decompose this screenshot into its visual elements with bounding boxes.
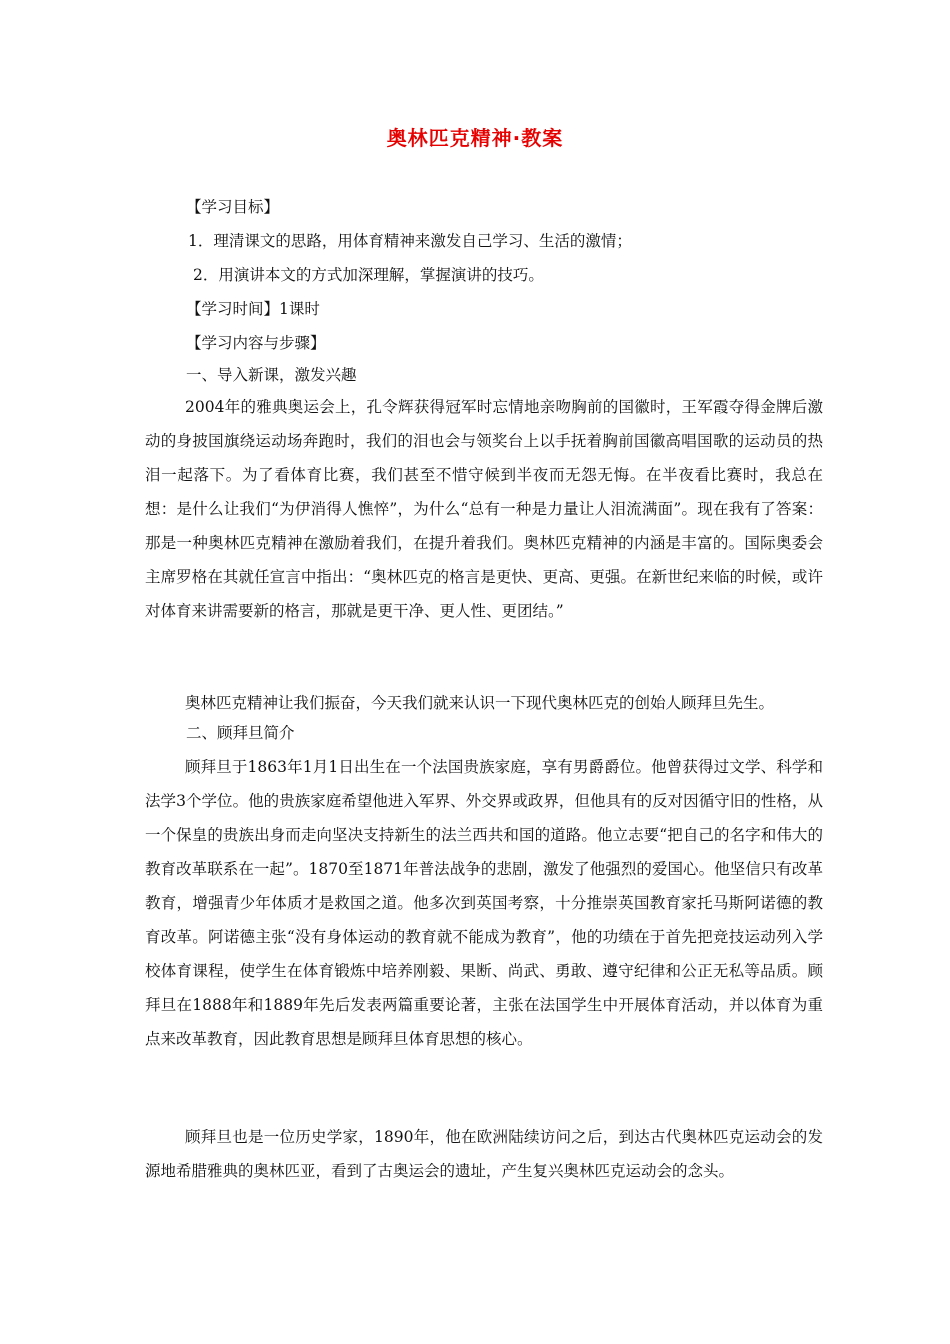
paragraph-historian [145, 1120, 823, 1188]
paragraph-biography [145, 750, 823, 1056]
objectives-heading: 【学习目标】 [186, 198, 280, 216]
study-time: 【学习时间】1课时 [186, 300, 320, 318]
objective-1: 1．理清课文的思路，用体育精神来激发自己学习、生活的激情； [188, 232, 632, 250]
paragraph-biography-text: 顾拜旦于1863年1月1日出生在一个法国贵族家庭，享有男爵爵位。他曾获得过文学、科学和法学3个学位。他的贵族家庭希望他进入军界、外交界或政界，但他具有的反对因循守旧的性格，从一个保皇的贵族出身而走向坚决支持新生的法兰西共和国的道路。他立志要“把自己的名字和伟大的教育改革联系在一起”。1870至1871年普法战争的悲剧，激发了他强烈的爱国心。他坚信只有改革教育，增强青少年体质才是救国之道。他多次到英国考察，十分推崇英国教育家托马斯阿诺德的教育改革。阿诺德主张“没有身体运动的教育就不能成为教育”，他的功绩在于首先把竞技运动列入学校体育课程，使学生在体育锻炼中培养刚毅、果断、尚武、勇敢、遵守纪律和公正无私等品质。顾拜旦在1888年和1889年先后发表两篇重要论著，主张在法国学生中开展体育活动，并以体育为重点来改革教育，因此教育思想是顾拜旦体育思想的核心。 [145, 758, 823, 1048]
paragraph-intro [145, 390, 823, 628]
paragraph-transition [145, 686, 823, 720]
paragraph-transition-text: 奥林匹克精神让我们振奋，今天我们就来认识一下现代奥林匹克的创始人顾拜旦先生。 [185, 694, 775, 712]
objective-2: 2．用演讲本文的方式加深理解，掌握演讲的技巧。 [193, 266, 544, 284]
section-2-heading: 二、顾拜旦简介 [186, 724, 295, 742]
paragraph-intro-text: 2004年的雅典奥运会上，孔令辉获得冠军时忘情地亲吻胸前的国徽时，王军霞夺得金牌后激动的身披国旗绕运动场奔跑时，我们的泪也会与领奖台上以手抚着胸前国徽高唱国歌的运动员的热泪一起落下。为了看体育比赛，我们甚至不惜守候到半夜而无怨无悔。在半夜看比赛时，我总在想：是什么让我们“为伊消得人憔悴”，为什么“总有一种是力量让人泪流满面”。现在我有了答案：那是一种奥林匹克精神在激励着我们，在提升着我们。奥林匹克精神的内涵是丰富的。国际奥委会主席罗格在其就任宣言中指出：“奥林匹克的格言是更快、更高、更强。在新世纪来临的时候，或许对体育来讲需要新的格言，那就是更干净、更人性、更团结。” [145, 398, 823, 620]
section-1-heading: 一、导入新课，激发兴趣 [186, 366, 357, 384]
paragraph-historian-text: 顾拜旦也是一位历史学家，1890年，他在欧洲陆续访问之后，到达古代奥林匹克运动会的发源地希腊雅典的奥林匹亚，看到了古奥运会的遗址，产生复兴奥林匹克运动会的念头。 [145, 1128, 823, 1180]
content-heading: 【学习内容与步骤】 [186, 334, 326, 352]
document-title: 奥林匹克精神·教案 [386, 126, 564, 150]
